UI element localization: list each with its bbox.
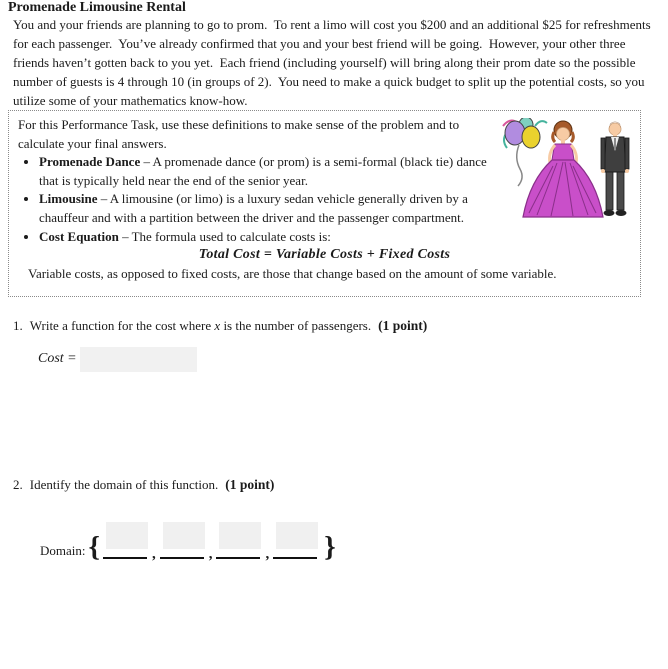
domain-blank-1[interactable] [103, 522, 149, 560]
question-1 [13, 318, 427, 334]
question-2 [13, 477, 274, 493]
definitions-intro: For this Performance Task, use these definitions to make sense of the problem and to calculate your final answers. [18, 117, 463, 151]
domain-field-2[interactable] [163, 522, 205, 549]
question-2-text: Identify the domain of this function. [29, 477, 219, 492]
definition-term: Promenade Dance [39, 154, 141, 170]
domain-answer-row [40, 521, 338, 563]
definition-term: Limousine [39, 191, 98, 207]
cost-answer-label: Cost = [38, 351, 77, 366]
definition-text: – The formula used to calculate costs is: [118, 228, 331, 244]
blank-underline [103, 557, 147, 559]
page-title: Promenade Limousine Rental [8, 0, 186, 15]
blank-underline [273, 557, 317, 559]
definition-cost-equation [39, 228, 631, 247]
question-1-number: 1. [13, 318, 23, 333]
domain-label: Domain: [40, 543, 86, 558]
variable-costs-note: Variable costs, as opposed to fixed costs, are those that change based on the amount of some variable. [28, 265, 557, 281]
definition-text: – A promenade dance (or prom) is a semi-formal (black tie) dance that is typically held near the end of the senior year. [39, 154, 487, 188]
separator-comma: , [151, 546, 156, 562]
variable-x: x [214, 318, 221, 333]
blank-underline [216, 557, 260, 559]
domain-field-4[interactable] [276, 522, 318, 549]
prom-couple-illustration [499, 118, 631, 224]
separator-comma: , [208, 546, 213, 562]
question-1-text-after: is the number of passengers. [220, 318, 372, 333]
domain-blank-4[interactable] [273, 522, 319, 560]
domain-field-1[interactable] [106, 522, 148, 549]
cost-answer-field[interactable] [80, 347, 197, 372]
question-1-points: (1 point) [378, 318, 428, 333]
separator-comma: , [265, 546, 270, 562]
cost-equation-formula: Total Cost = Variable Costs + Fixed Costs [198, 247, 451, 263]
intro-paragraph: You and your friends are planning to go to prom. To rent a limo will cost you $200 and an additional $25 for refreshments for each passenger. You’ve already confirmed that you and your best friend will be going. However, your other three friends haven’t gotten back to you yet. Each friend (including yourself) will bring along their prom date so the possible number of guests is 4 through 10 (in groups of 2). You need to make a quick budget to split up the potential costs, so you utilize some of your mathematics know-how. [13, 17, 654, 108]
blank-underline [160, 557, 204, 559]
definition-text: – A limousine (or limo) is a luxury sedan vehicle generally driven by a chauffeur and with a partition between the driver and the passenger compartment. [39, 191, 468, 225]
domain-blank-3[interactable] [216, 522, 262, 560]
definition-term: Cost Equation [39, 228, 119, 244]
close-brace: } [324, 531, 336, 563]
domain-blank-2[interactable] [160, 522, 206, 560]
open-brace: { [88, 531, 100, 563]
definitions-box [8, 110, 641, 297]
domain-field-3[interactable] [219, 522, 261, 549]
question-2-number: 2. [13, 477, 23, 492]
question-1-text: Write a function for the cost where [29, 318, 215, 333]
question-2-points: (1 point) [225, 477, 275, 492]
